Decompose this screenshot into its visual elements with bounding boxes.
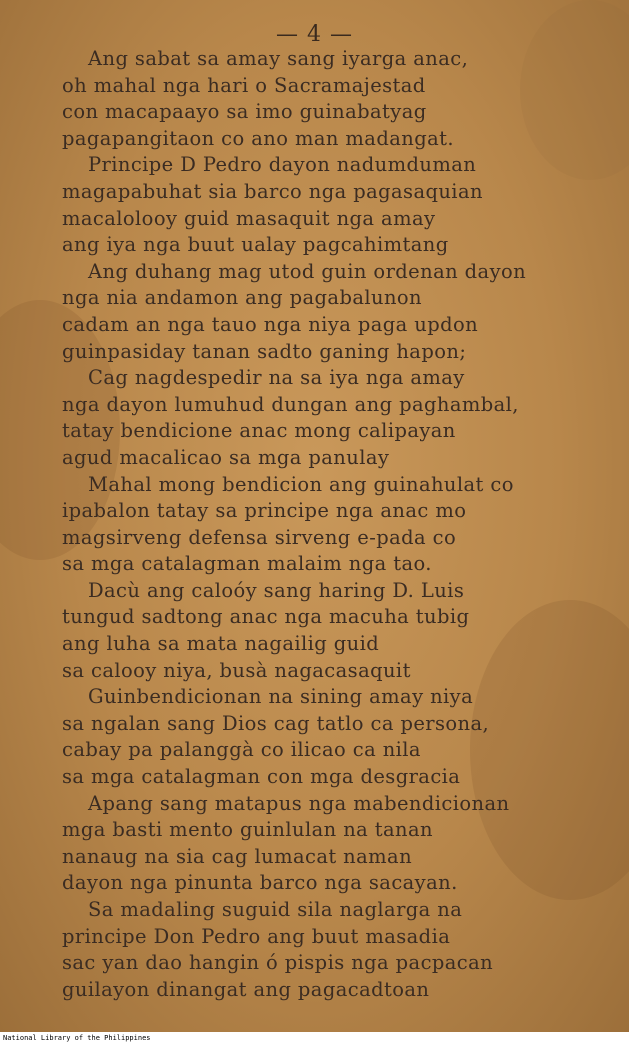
verse-line: Guinbendicionan na sining amay niya bbox=[88, 685, 474, 709]
verse-line: ang luha sa mata nagailig guid bbox=[62, 632, 380, 656]
poem-body bbox=[62, 46, 602, 1003]
page-number: — 4 — bbox=[276, 22, 353, 47]
verse-line: pagapangitaon co ano man madangat. bbox=[62, 126, 454, 150]
verse-line: mga basti mento guinlulan na tanan bbox=[62, 818, 433, 842]
stanza bbox=[62, 791, 602, 897]
verse-line: oh mahal nga hari o Sacramajestad bbox=[62, 73, 426, 97]
verse-line: cabay pa palanggà co ilicao ca nila bbox=[62, 738, 421, 762]
verse-line: nanaug na sia cag lumacat naman bbox=[62, 844, 413, 868]
stanza bbox=[62, 684, 602, 790]
stanza bbox=[62, 365, 602, 471]
stanza bbox=[62, 259, 602, 365]
verse-line: cadam an nga tauo nga niya paga updon bbox=[62, 312, 479, 336]
verse-line: Sa madaling suguid sila naglarga na bbox=[88, 898, 463, 921]
stanza bbox=[62, 472, 602, 578]
verse-line: sa mga catalagman malaim nga tao. bbox=[62, 552, 432, 576]
verse-line: Mahal mong bendicion ang guinahulat co bbox=[88, 472, 514, 496]
verse-line: guilayon dinangat ang pagacadtoan bbox=[62, 977, 430, 1001]
verse-line: sac yan dao hangin ó pispis nga pacpacan bbox=[62, 951, 494, 975]
verse-line: nga dayon lumuhud dungan ang paghambal, bbox=[62, 392, 519, 416]
verse-line: Ang duhang mag utod guin ordenan dayon bbox=[88, 259, 527, 283]
verse-line: macalolooy guid masaquit nga amay bbox=[62, 206, 436, 230]
verse-line: sa mga catalagman con mga desgracia bbox=[62, 765, 461, 789]
verse-line: Dacù ang caloóy sang haring D. Luis bbox=[88, 578, 465, 602]
verse-line: Principe D Pedro dayon nadumduman bbox=[88, 153, 477, 177]
verse-line: sa calooy niya, busà nagacasaquit bbox=[62, 658, 411, 682]
stanza bbox=[62, 46, 602, 152]
verse-line: guinpasiday tanan sadto ganing hapon; bbox=[62, 339, 467, 363]
verse-line: Apang sang matapus nga mabendicionan bbox=[88, 791, 510, 815]
verse-line: sa ngalan sang Dios cag tatlo ca persona, bbox=[62, 711, 490, 735]
verse-line: ang iya nga buut ualay pagcahimtang bbox=[62, 233, 449, 257]
stanza bbox=[62, 578, 602, 684]
verse-line: tungud sadtong anac nga macuha tubig bbox=[62, 605, 470, 629]
stanza bbox=[62, 152, 602, 258]
verse-line: dayon nga pinunta barco nga sacayan. bbox=[62, 871, 458, 895]
verse-line: Cag nagdespedir na sa iya nga amay bbox=[88, 366, 465, 390]
verse-line: agud macalicao sa mga panulay bbox=[62, 445, 390, 469]
stanza bbox=[62, 897, 602, 1003]
verse-line: nga nia andamon ang pagabalunon bbox=[62, 286, 423, 310]
verse-line: Ang sabat sa amay sang iyarga anac, bbox=[88, 47, 469, 70]
verse-line: magapabuhat sia barco nga pagasaquian bbox=[62, 179, 483, 203]
verse-line: magsirveng defensa sirveng e-pada co bbox=[62, 525, 457, 549]
verse-line: con macapaayo sa imo guinabatyag bbox=[62, 100, 427, 124]
verse-line: principe Don Pedro ang buut masadia bbox=[62, 924, 451, 948]
verse-line: tatay bendicione anac mong calipayan bbox=[62, 419, 456, 443]
library-credit: National Library of the Philippines bbox=[3, 1034, 151, 1042]
verse-line: ipabalon tatay sa principe nga anac mo bbox=[62, 499, 467, 523]
